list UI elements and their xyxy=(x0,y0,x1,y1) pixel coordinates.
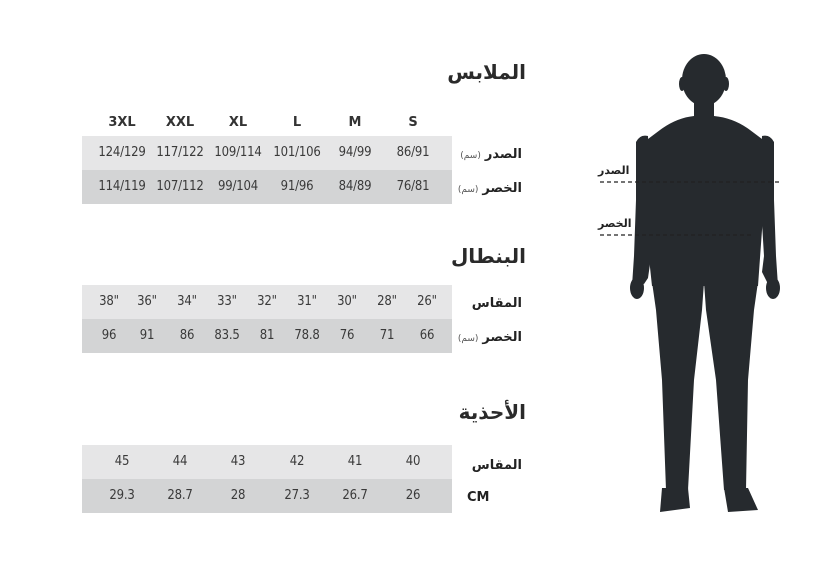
pants-size-row xyxy=(82,285,452,319)
table-cell: 86 xyxy=(179,328,195,343)
shoes-cm-label: CM xyxy=(467,490,490,505)
table-cell: 96 xyxy=(101,328,117,343)
table-cell: 33" xyxy=(217,294,237,309)
figure-waist-label: الخصر xyxy=(598,217,632,230)
table-cell: 31" xyxy=(297,294,317,309)
table-cell: 29.3 xyxy=(109,488,135,503)
table-cell: 101/106 xyxy=(273,145,321,160)
table-cell: 38" xyxy=(99,294,119,309)
row-label: المقاس xyxy=(471,458,522,473)
size-header: L xyxy=(292,115,302,130)
table-cell: 78.8 xyxy=(294,328,320,343)
table-cell: 28" xyxy=(377,294,397,309)
table-cell: 26" xyxy=(417,294,437,309)
figure-chest-label: الصدر xyxy=(598,164,630,177)
table-cell: 76/81 xyxy=(396,179,430,194)
shoes-cm-row xyxy=(82,479,452,513)
table-cell: 66 xyxy=(419,328,435,343)
table-cell: 117/122 xyxy=(156,145,204,160)
table-cell: 114/119 xyxy=(98,179,146,194)
table-cell: 26.7 xyxy=(342,488,368,503)
pants-waist-row xyxy=(82,319,452,353)
size-header: 3XL xyxy=(108,115,136,130)
table-cell: 83.5 xyxy=(214,328,240,343)
man-silhouette-icon xyxy=(590,50,790,520)
row-unit: (سم) xyxy=(460,151,481,161)
table-cell: 107/112 xyxy=(156,179,204,194)
table-cell: 109/114 xyxy=(214,145,262,160)
table-cell: 40 xyxy=(405,454,421,469)
table-cell: 30" xyxy=(337,294,357,309)
pants-size-label xyxy=(472,285,522,319)
clothing-chest-label xyxy=(460,136,522,170)
table-cell: 45 xyxy=(114,454,130,469)
table-cell: 94/99 xyxy=(338,145,372,160)
table-cell: 86/91 xyxy=(396,145,430,160)
table-cell: 71 xyxy=(379,328,395,343)
pants-waist-label xyxy=(458,319,522,353)
table-cell: 32" xyxy=(257,294,277,309)
row-unit: (سم) xyxy=(457,334,479,344)
table-cell: 27.3 xyxy=(284,488,310,503)
table-cell: 41 xyxy=(347,454,363,469)
shoes-size-row xyxy=(82,445,452,479)
table-cell: 91 xyxy=(139,328,155,343)
shoes-title: الأحذية xyxy=(458,400,526,424)
table-cell: 28 xyxy=(230,488,246,503)
size-header: S xyxy=(408,115,418,130)
table-cell: 42 xyxy=(289,454,305,469)
size-header: XL xyxy=(228,115,248,130)
table-cell: 99/104 xyxy=(218,179,258,194)
table-cell: 84/89 xyxy=(338,179,372,194)
table-cell: 91/96 xyxy=(280,179,314,194)
table-cell: 36" xyxy=(137,294,157,309)
clothing-waist-label xyxy=(458,170,522,204)
table-cell: 76 xyxy=(339,328,355,343)
table-cell: 81 xyxy=(259,328,275,343)
size-header: M xyxy=(348,115,362,130)
clothing-size-headers xyxy=(82,115,452,135)
clothing-waist-row xyxy=(82,170,452,204)
row-label: الخصر xyxy=(482,330,522,345)
size-header: XXL xyxy=(165,115,195,130)
row-label: الصدر xyxy=(484,147,522,162)
clothing-title: الملابس xyxy=(447,60,526,84)
pants-title: البنطال xyxy=(450,244,526,268)
table-cell: 28.7 xyxy=(167,488,193,503)
table-cell: 44 xyxy=(172,454,188,469)
table-cell: 34" xyxy=(177,294,197,309)
shoes-size-label xyxy=(472,447,522,481)
row-label: الخصر xyxy=(482,181,522,196)
row-unit: (سم) xyxy=(457,185,479,195)
clothing-chest-row xyxy=(82,136,452,170)
table-cell: 26 xyxy=(405,488,421,503)
body-figure xyxy=(590,50,790,520)
row-label: المقاس xyxy=(471,296,522,311)
table-cell: 43 xyxy=(230,454,246,469)
table-cell: 124/129 xyxy=(98,145,146,160)
